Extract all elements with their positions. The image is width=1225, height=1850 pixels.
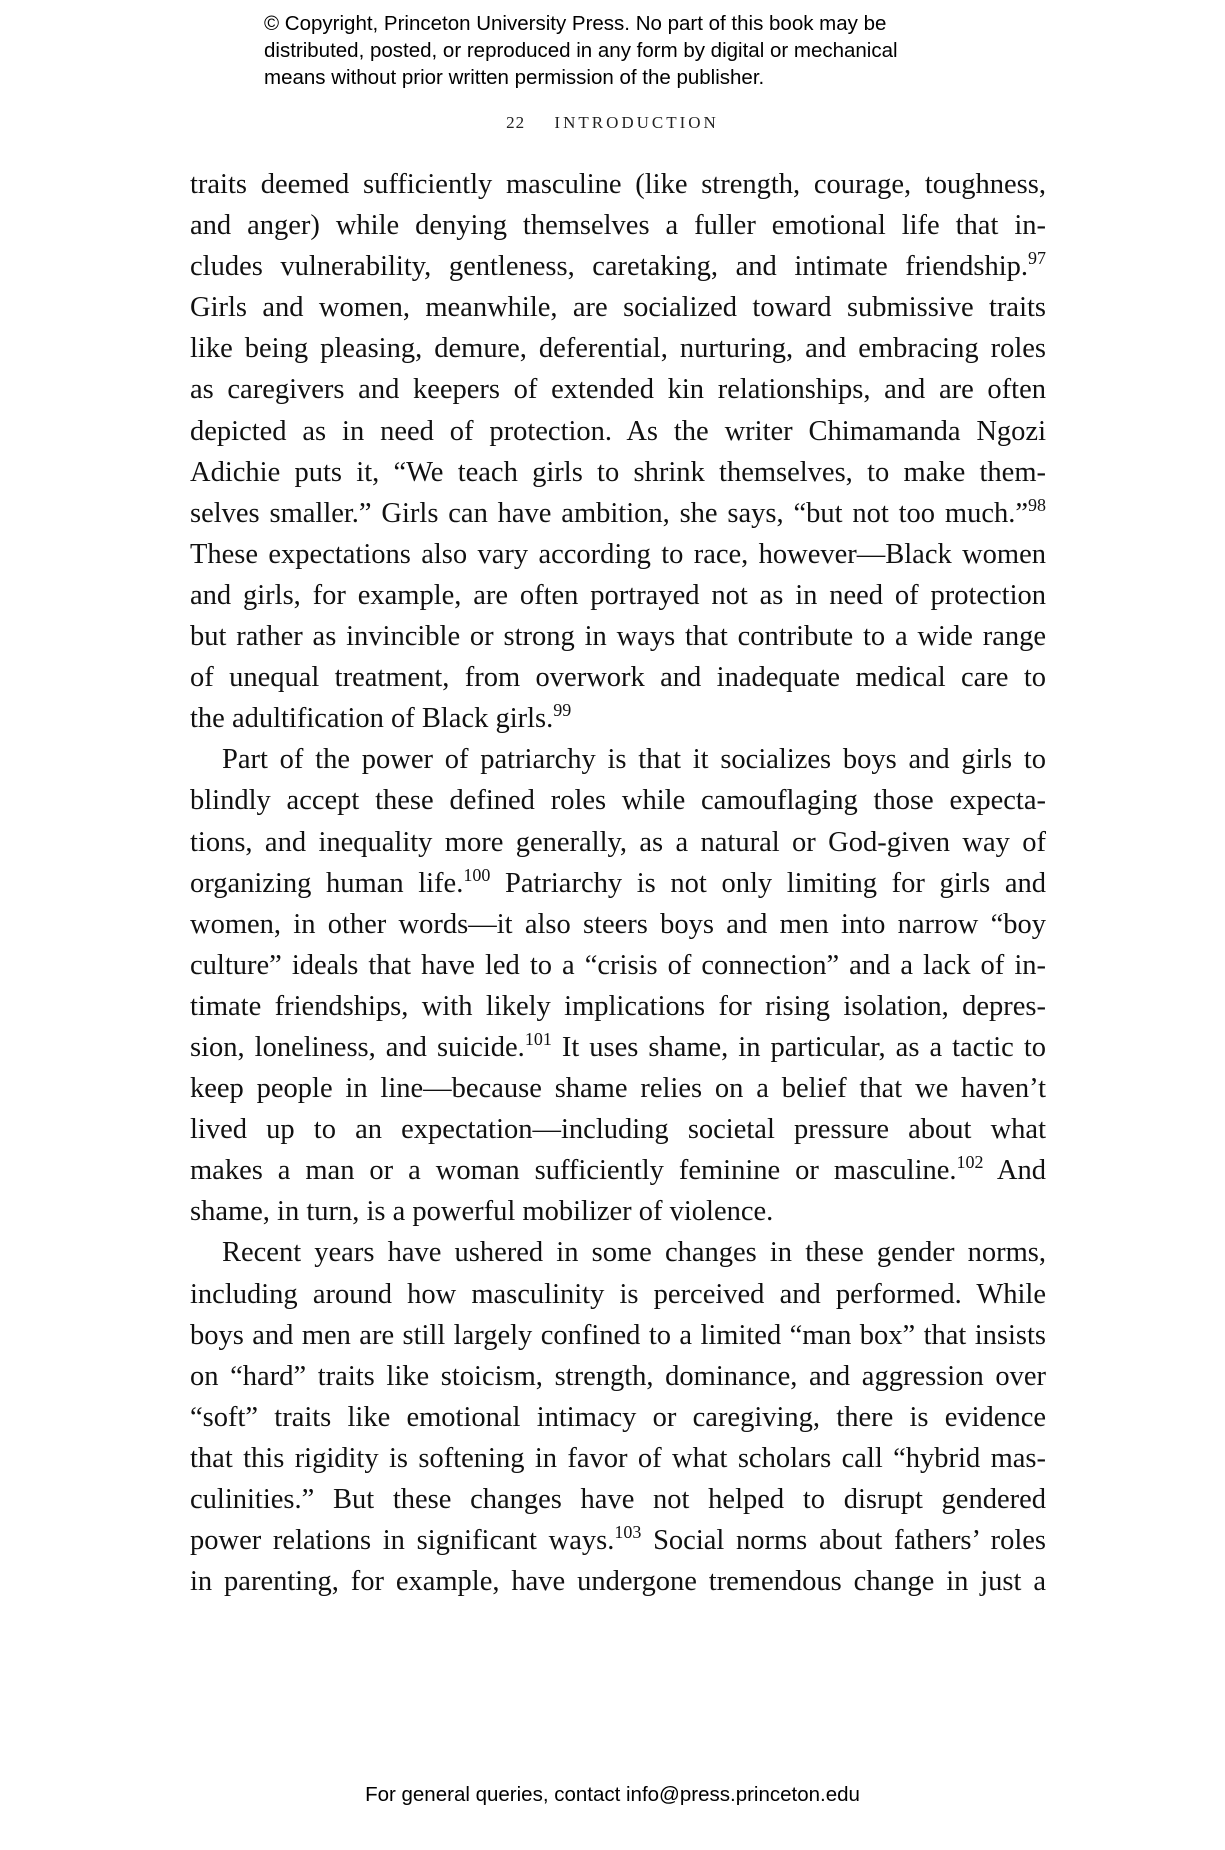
copyright-notice [264, 10, 1024, 91]
line-text-continued: It uses shame, in particular, as a tactic to [551, 1031, 1047, 1063]
line-text: of unequal treatment, from overwork and inadequate medical care to [190, 662, 1046, 694]
line-text: lived up to an expectation—including societal pressure about what [190, 1114, 1046, 1146]
line-text: like being pleasing, demure, deferential, nurturing, and embracing roles [190, 333, 1046, 365]
footnote-marker: 103 [614, 1522, 642, 1543]
line-text: on “hard” traits like stoicism, strength, dominance, and aggression over [190, 1360, 1046, 1392]
line-text: in parenting, for example, have undergone tremendous change in just a [190, 1566, 1046, 1598]
text-line [190, 246, 1046, 287]
section-title: INTRODUCTION [554, 113, 719, 132]
text-line [190, 534, 1046, 575]
text-line [190, 1397, 1046, 1438]
line-text: tions, and inequality more generally, as a natural or God-given way of [190, 826, 1046, 858]
text-line [190, 1109, 1046, 1150]
footnote-marker: 97 [1028, 248, 1046, 269]
line-text: shame, in turn, is a powerful mobilizer of violence. [190, 1196, 774, 1228]
text-line [190, 1027, 1046, 1068]
text-line [190, 1356, 1046, 1397]
text-line [190, 1191, 1046, 1232]
line-text: Part of the power of patriarchy is that it socializes boys and girls to [222, 744, 1046, 776]
line-text: depicted as in need of protection. As the writer Chimamanda Ngozi [190, 415, 1046, 447]
paragraph-first-line [190, 739, 1046, 780]
page-number: 22 [506, 113, 526, 132]
text-line [190, 164, 1046, 205]
text-line [190, 1520, 1046, 1561]
footnote-marker: 99 [553, 700, 572, 721]
copyright-line: distributed, posted, or reproduced in any form by digital or mechanical [264, 39, 898, 62]
text-line [190, 205, 1046, 246]
text-line [190, 1561, 1046, 1602]
body-text [190, 164, 1046, 1602]
text-line [190, 1479, 1046, 1520]
footnote-marker: 102 [956, 1152, 984, 1173]
text-line [190, 328, 1046, 369]
text-line [190, 1438, 1046, 1479]
text-line [190, 986, 1046, 1027]
text-line [190, 698, 1046, 739]
footnote-marker: 101 [524, 1028, 552, 1049]
line-text: but rather as invincible or strong in ways that contribute to a wide range [190, 621, 1046, 653]
line-text: timate friendships, with likely implications for rising isolation, depres- [190, 990, 1046, 1022]
line-text: makes a man or a woman sufficiently feminine or masculine. [190, 1155, 957, 1187]
line-text: blindly accept these defined roles while camouflaging those expecta- [190, 785, 1046, 817]
line-text: These expectations also vary according to race, however—Black women [190, 538, 1046, 570]
text-line [190, 945, 1046, 986]
line-text: Adichie puts it, “We teach girls to shrink themselves, to make them- [190, 456, 1046, 488]
line-text-continued: Patriarchy is not only limiting for girls and [490, 867, 1046, 899]
line-text: keep people in line—because shame relies on a belief that we haven’t [190, 1073, 1046, 1105]
line-text: women, in other words—it also steers boys and men into narrow “boy [190, 908, 1046, 940]
line-text: traits deemed sufficiently masculine (like strength, courage, toughness, [190, 169, 1046, 200]
line-text-continued: Social norms about fathers’ roles [641, 1525, 1047, 1557]
text-line [190, 616, 1046, 657]
line-text: organizing human life. [190, 867, 464, 899]
line-text: culture” ideals that have led to a “crisis of connection” and a lack of in- [190, 949, 1046, 981]
line-text: boys and men are still largely confined to a limited “man box” that insists [190, 1319, 1046, 1351]
text-line [190, 369, 1046, 410]
line-text: Girls and women, meanwhile, are socialized toward submissive traits [190, 292, 1046, 324]
line-text: as caregivers and keepers of extended kin relationships, and are often [190, 374, 1046, 406]
line-text: the adultification of Black girls. [190, 703, 554, 735]
text-line [190, 411, 1046, 452]
line-text: Recent years have ushered in some changes in these gender norms, [222, 1237, 1046, 1269]
line-text: power relations in significant ways. [190, 1525, 615, 1557]
line-text: cludes vulnerability, gentleness, caretaking, and intimate friendship. [190, 251, 1028, 283]
text-line [190, 1315, 1046, 1356]
copyright-line: means without prior written permission of the publisher. [264, 66, 765, 89]
text-line [190, 904, 1046, 945]
running-head [0, 113, 1225, 133]
text-line [190, 287, 1046, 328]
line-text-continued: And [983, 1155, 1046, 1187]
text-line [190, 780, 1046, 821]
line-text: culinities.” But these changes have not helped to disrupt gendered [190, 1484, 1046, 1515]
text-line [190, 1150, 1046, 1191]
footnote-marker: 98 [1028, 494, 1046, 515]
text-line [190, 1274, 1046, 1315]
text-line [190, 657, 1046, 698]
paragraph-first-line [190, 1232, 1046, 1273]
text-line [190, 863, 1046, 904]
footer-contact: For general queries, contact info@press.princeton.edu [365, 1783, 860, 1806]
line-text: and girls, for example, are often portrayed not as in need of protection [190, 579, 1046, 611]
line-text: and anger) while denying themselves a fuller emotional life that in- [190, 210, 1046, 242]
text-line [190, 452, 1046, 493]
line-text: “soft” traits like emotional intimacy or caregiving, there is evidence [190, 1401, 1046, 1433]
footnote-marker: 100 [463, 864, 491, 885]
line-text: sion, loneliness, and suicide. [190, 1031, 525, 1063]
text-line [190, 493, 1046, 534]
text-line [190, 822, 1046, 863]
text-line [190, 575, 1046, 616]
text-line [190, 1068, 1046, 1109]
line-text: that this rigidity is softening in favor of what scholars call “hybrid mas- [190, 1442, 1046, 1474]
line-text: selves smaller.” Girls can have ambition, she says, “but not too much.” [190, 497, 1028, 529]
line-text: including around how masculinity is perceived and performed. While [190, 1278, 1046, 1310]
copyright-line: © Copyright, Princeton University Press. No part of this book may be [264, 12, 887, 35]
